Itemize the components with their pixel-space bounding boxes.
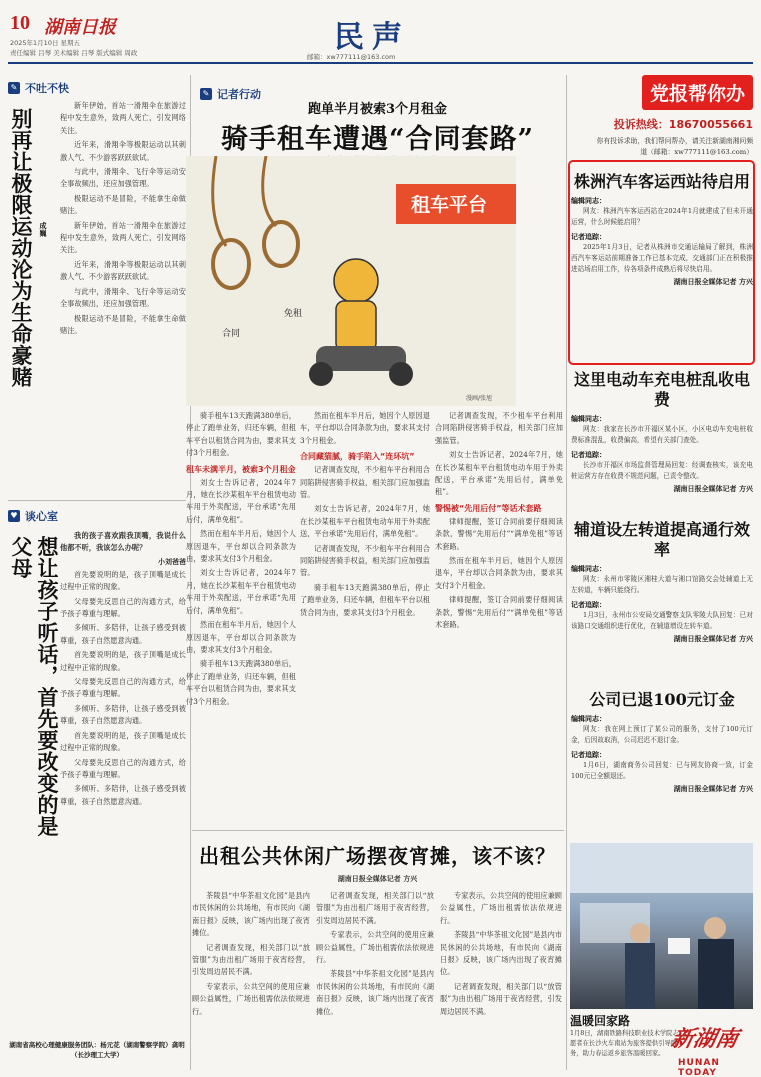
square-col-2 (316, 890, 434, 1070)
reader-question: 我的孩子喜欢跟我顶嘴，我说什么他都不听，我该怎么办呢？ (60, 531, 186, 553)
reader-signature: 小刘爸爸 (158, 557, 186, 566)
story-para: 骑手租车13天跑满380单后，停止了跑单业务，归还车辆，但租车平台以租赁合同为由，要求其支付3个月租金。 (186, 411, 296, 458)
square-para: 专家表示，公共空间的使用应兼顾公益属性，广场出租需依法依规进行。 (440, 891, 562, 925)
opinion-para: 新年伊始，首站一滑翔伞在旅游过程中发生意外，致两人死亡，引发网络关注。 (60, 101, 186, 135)
opinion-para: 新年伊始，首站一滑翔伞在旅游过程中发生意外，致两人死亡，引发网络关注。 (60, 220, 186, 255)
square-para: 茶陵县“中华茶祖文化园”是县内市民休闲的公共场地，有市民向《湖南日报》反映，该广场内出现了夜宵摊位。 (192, 891, 310, 938)
square-col-1 (192, 890, 310, 1070)
story-para: 骑手租车13天跑满380单后，停止了跑单业务，归还车辆，但租车平台以租赁合同为由，要求其支付3个月租金。 (300, 582, 430, 617)
opinion-body (60, 100, 186, 490)
brief-title: 这里电动车充电桩乱收电费 (573, 370, 750, 409)
advice-para: 首先要说明的是，孩子顶嘴是成长过程中正常的现象。 (60, 730, 186, 753)
story-para: 刘女士告诉记者，2024年7月，她在长沙某租车平台租赁电动车用于外卖配送，平台承诺“先用后付，满单免租”。 (186, 568, 296, 615)
page-number: 10 (10, 12, 30, 34)
advice-credit: 湖南省高校心理健康服务团队：杨元花（湖南警察学院）龚明（长沙理工大学） (9, 1041, 185, 1059)
cartoon-svg (186, 156, 516, 406)
opinion-para: 近年来，滑翔伞等极限运动以其刺激人气、不少游客跃跃欲试。 (60, 259, 186, 282)
photo-title: 温暖回家路 (570, 1014, 631, 1028)
story-para: 记者调查发现，不少租车平台利用合同陷阱侵害骑手权益，相关部门应加强监管。 (300, 543, 430, 578)
square-para: 记者调查发现，相关部门以“放管服”为由出租广场用于夜宵经营，引发周边居民不满。 (440, 981, 562, 1016)
masthead (0, 0, 761, 60)
story-para: 刘女士告诉记者，2024年7月，她在长沙某租车平台租赁电动车用于外卖配送，平台承诺“先用后付，满单免租”。 (186, 477, 296, 524)
square-para: 记者调查发现，相关部门以“放管服”为由出租广场用于夜宵经营，引发周边居民不满。 (192, 942, 310, 977)
watermark-subtext: HUNAN TODAY (678, 1058, 720, 1077)
advice-para: 多倾听、多陪伴，让孩子感受到被尊重，孩子自然愿意沟通。 (60, 784, 186, 806)
brief-answer: 长沙市开福区市场监督管理局回复：经调查核实，该充电桩运营方存在收费不规范问题，已责令整改。 (571, 461, 753, 480)
story-para: 然而在租车半月后，她因个人原因退车，平台却以合同条款为由，要求其支付3个月租金。 (186, 620, 296, 654)
story-para: 律师提醒，签订合同前要仔细阅读条款，警惕“先用后付”“满单免租”等话术套路。 (435, 516, 563, 551)
advice-para: 首先要说明的是，孩子顶嘴是成长过程中正常的现象。 (60, 650, 186, 672)
divider (192, 830, 564, 831)
square-para: 专家表示，公共空间的使用应兼顾公益属性，广场出租需依法依规进行。 (192, 981, 310, 1016)
pen-icon: ✎ (200, 88, 212, 100)
brief-question: 网友：我家在长沙市开福区某小区，小区电动车充电桩收费标准混乱，收费偏高，希望有关部门查处。 (571, 425, 753, 444)
brief-signature: 湖南日报全媒体记者 方兴 (673, 485, 753, 493)
brief-zhuzhou-station (571, 172, 753, 289)
illustration-credit: 漫画/张旭 (466, 395, 493, 402)
netizen-label: 编辑同志： (571, 415, 606, 423)
news-photo (570, 843, 753, 1009)
newspaper-logo: 湖南日报 (44, 17, 116, 38)
brief-answer: 1月6日，湖南商务公司回复：已与网友协商一致，订金100元已全额退还。 (571, 761, 753, 780)
square-col-3 (440, 890, 562, 1070)
story-para: 骑手租车13天跑满380单后，停止了跑单业务，归还车辆，但租车平台以租赁合同为由，要求其支付3个月租金。 (186, 659, 296, 706)
brief-title: 公司已退100元订金 (589, 690, 735, 709)
opinion-headline: 别再让极限运动沦为生命豪赌 (9, 108, 34, 388)
netizen-label: 编辑同志： (571, 715, 606, 723)
noose-label-free: 免租 (284, 309, 303, 319)
netizen-label: 编辑同志： (571, 565, 606, 573)
opinion-para: 极限运动不是冒险，不能拿生命做赌注。 (60, 313, 186, 335)
advice-para: 首先要说明的是，孩子顶嘴是成长过程中正常的现象。 (60, 569, 186, 592)
editor-credits: 责任编辑 吕琴 美术编辑 吕琴 版式编辑 周政 (10, 49, 138, 57)
brief-signature: 湖南日报全媒体记者 方兴 (673, 635, 753, 643)
speech-icon: ✎ (8, 82, 20, 94)
story-para: 记者调查发现，不少租车平台利用合同陷阱侵害骑手权益，相关部门应加强监管。 (300, 465, 430, 500)
watermark-logo: 新湖南 (668, 1026, 741, 1052)
section-title: 民声 (334, 20, 410, 55)
help-panel-title: 党报帮你办 (642, 75, 753, 110)
column-rule (566, 75, 567, 1070)
brief-deposit-refund (571, 690, 753, 796)
advice-para: 多倾听、多陪伴，让孩子感受到被尊重，孩子自然愿意沟通。 (60, 703, 186, 726)
brief-question: 网友：我在网上预订了某公司的服务，支付了100元订金，后因故取消，公司迟迟不退订金。 (571, 725, 753, 744)
advice-headline: 想让孩子听话，首先要改变的是父母 (9, 536, 60, 837)
help-panel-slogan: 你有投诉求助，我们帮问帮办，请关注新湖南湘问频道（邮箱：xw777111@163.com） (596, 137, 753, 156)
story-para: 记者调查发现，不少租车平台利用合同陷阱侵害骑手权益，相关部门应加强监管。 (435, 411, 563, 445)
story-para: 刘女士告诉记者，2024年7月，她在长沙某租车平台租赁电动车用于外卖配送，平台承诺“先用后付，满单免租”。 (300, 504, 430, 539)
kicker-reporter-action: ✎ 记者行动 (200, 86, 310, 102)
divider (8, 500, 186, 501)
brief-question: 网友：株洲汽车客运西站在2024年1月就建成了但未开通运营，什么时候能启用？ (571, 207, 753, 226)
brief-question: 网友：永州市零陵区湘桂大道与湘口馆路交会处辅道上无左转道，车辆只能绕行。 (571, 575, 753, 594)
square-story-headline: 出租公共休闲广场摆夜宵摊，该不该？ (199, 844, 556, 868)
square-para: 茶陵县“中华茶祖文化园”是县内市民休闲的公共场地，有市民向《湖南日报》反映，该广场内出现了夜宵摊位。 (440, 930, 562, 977)
reporter-label: 记者追踪： (571, 233, 606, 241)
story-para: 刘女士告诉记者，2024年7月，她在长沙某租车平台租赁电动车用于外卖配送，平台承诺“先用后付，满单免租”。 (435, 450, 563, 497)
help-panel-header (570, 75, 753, 158)
square-para: 茶陵县“中华茶祖文化园”是县内市民休闲的公共场地，有市民向《湖南日报》反映，该广场内出现了夜宵摊位。 (316, 969, 434, 1016)
opinion-para: 与此中，滑翔伞、飞行伞等运动安全事故频出，还应加强管理。 (60, 286, 186, 309)
opinion-author: 成巍 (39, 222, 48, 237)
kicker-heart-room: ♥ 谈心室 (8, 508, 186, 528)
brief-signature: 湖南日报全媒体记者 方兴 (673, 785, 753, 793)
story-para: 律师提醒，签订合同前要仔细阅读条款，警惕“先用后付”“满单免租”等话术套路。 (435, 595, 563, 630)
opinion-para: 近年来，滑翔伞等极限运动以其刺激人气、不少游客跃跃欲试。 (60, 140, 186, 162)
brief-signature: 湖南日报全媒体记者 方兴 (673, 278, 753, 286)
photo-svg (570, 843, 753, 1009)
brief-charging-pile (571, 370, 753, 496)
story-para: 然而在租车半月后，她因个人原因退车，平台却以合同条款为由，要求其支付3个月租金。 (435, 556, 563, 590)
square-para: 记者调查发现，相关部门以“放管服”为由出租广场用于夜宵经营，引发周边居民不满。 (316, 891, 434, 925)
kicker-buturbukuai: ✎ 不吐不快 (8, 80, 183, 96)
opinion-para: 与此中，滑翔伞、飞行伞等运动安全事故频出，还应加强管理。 (60, 167, 186, 189)
advice-body (60, 530, 186, 1030)
brief-answer: 1月3日，永州市公安局交通警察支队零陵大队回复：已对该路口交通组织进行优化，在辅道增设左转车道。 (571, 611, 753, 630)
brief-title: 辅道设左转道提高通行效率 (573, 520, 750, 559)
story-headline: 骑手租车遭遇“合同套路” (220, 124, 535, 153)
story-subhead: 警惕被“先用后付”等话术套路 (435, 503, 542, 513)
reporter-label: 记者追踪： (571, 451, 606, 459)
opinion-para: 极限运动不是冒险，不能拿生命做赌注。 (60, 193, 186, 216)
reporter-label: 记者追踪： (571, 751, 606, 759)
story-col-2 (300, 410, 430, 825)
story-col-1 (186, 410, 296, 825)
noose-label-contract: 合同 (222, 329, 241, 339)
brief-left-turn-lane (571, 520, 753, 646)
square-para: 专家表示，公共空间的使用应兼顾公益属性，广场出租需依法依规进行。 (316, 930, 434, 965)
section-email: 邮箱：xw777111@163.com (307, 53, 396, 61)
advice-para: 多倾听、多陪伴，让孩子感受到被尊重，孩子自然愿意沟通。 (60, 623, 186, 645)
story-deck: 跑单半月被索3个月租金 (307, 102, 448, 116)
story-para: 然而在租车半月后，她因个人原因退车，平台却以合同条款为由，要求其支付3个月租金。 (300, 411, 430, 445)
advice-para: 父母要先反思自己的沟通方式，给予孩子尊重与理解。 (60, 677, 186, 699)
netizen-label: 编辑同志： (571, 197, 606, 205)
brief-answer: 2025年1月3日，记者从株洲市交通运输局了解到，株洲西汽车客运站前期准备工作已基本完成，交通部门正在积极推进站场启用工作，待各项条件成熟后将尽快启用。 (571, 243, 753, 273)
story-para: 然而在租车半月后，她因个人原因退车，平台却以合同条款为由，要求其支付3个月租金。 (186, 529, 296, 564)
chat-icon: ♥ (8, 510, 20, 522)
advice-para: 父母要先反思自己的沟通方式，给予孩子尊重与理解。 (60, 757, 186, 779)
brief-title: 株洲汽车客运西站待启用 (573, 172, 750, 191)
top-rule (8, 62, 753, 64)
story-subhead: 租车未满半月，被索3个月租金 (186, 464, 296, 474)
cartoon-illustration (186, 156, 516, 406)
advice-para: 父母要先反思自己的沟通方式，给予孩子尊重与理解。 (60, 596, 186, 619)
square-story-byline: 湖南日报全媒体记者 方兴 (337, 875, 418, 883)
dateline: 2025年1月10日 星期五 (10, 39, 81, 47)
reporter-label: 记者追踪： (571, 601, 606, 609)
rental-platform-sign: 租车平台 (411, 194, 488, 216)
story-col-3 (435, 410, 563, 825)
photo-caption-text: 1月8日，湖南铁路科技职业技术学院志愿者在长沙火车南站为旅客提供引导服务，助力春运返乡旅客温暖回家。 (570, 1030, 679, 1057)
story-subhead: 合同藏猫腻，骑手陷入“连环坑” (300, 452, 415, 462)
hotline: 投诉热线：18670055661 (613, 118, 753, 131)
